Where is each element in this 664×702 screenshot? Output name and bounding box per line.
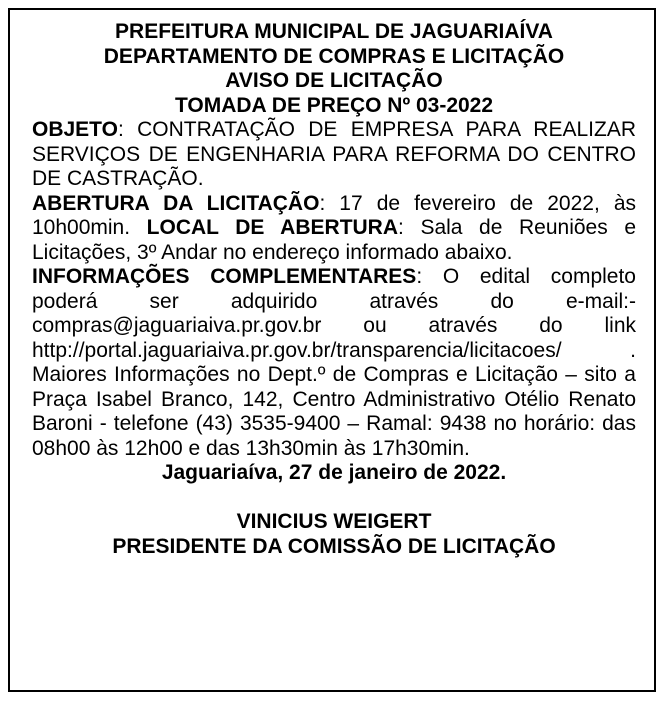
objeto-paragraph [32,118,636,192]
local-text: : Sala de Reuniões e Licitações, 3º Andar no endereço informado abaixo. [32,216,637,264]
informacoes-text: : O edital completo poderá ser adquirido através do e-mail:- compras@jaguariaiva.pr.gov.br ou através do link http://portal.jaguariaiva.pr.gov.br/transparencia/licitacoes/ . Maiores Informações no Dept.º de Compras e Licitação – sito a Praça Isabel Branco, 142, Centro Administrativo Otélio Renato Baroni - telefone (43) 3535-9400 – Ramal: 9438 no horário: das 08h00 às 12h00 e das 13h30min às 17h30min. [32,265,636,460]
header-notice-type: AVISO DE LICITAÇÃO [225,69,443,92]
abertura-label: ABERTURA DA LICITAÇÃO [32,191,320,215]
spacer [32,486,636,511]
notice-content [32,20,636,559]
abertura-paragraph [32,192,636,266]
objeto-text: : CONTRATAÇÃO DE EMPRESA PARA REALIZAR SERVIÇOS DE ENGENHARIA PARA REFORMA DO CENTRO DE CASTRAÇÃO. [32,118,636,190]
informacoes-paragraph [32,265,636,461]
informacoes-label: INFORMAÇÕES COMPLEMENTARES [32,265,417,288]
objeto-label: OBJETO [32,118,118,141]
header-department: DEPARTAMENTO DE COMPRAS E LICITAÇÃO [103,44,565,68]
abertura-text: : 17 de fevereiro de 2022, às 10h00min. [32,191,636,239]
signatory-title: PRESIDENTE DA COMISSÃO DE LICITAÇÃO [112,534,556,558]
notice-box [8,8,656,692]
signatory-name: VINICIUS WEIGERT [236,510,432,533]
date-line: Jaguariaíva, 27 de janeiro de 2022. [161,461,507,484]
local-label: LOCAL DE ABERTURA [146,216,399,239]
header-tender-number: TOMADA DE PREÇO Nº 03-2022 [174,93,494,117]
header-municipality: PREFEITURA MUNICIPAL DE JAGUARIAÍVA [115,20,553,43]
